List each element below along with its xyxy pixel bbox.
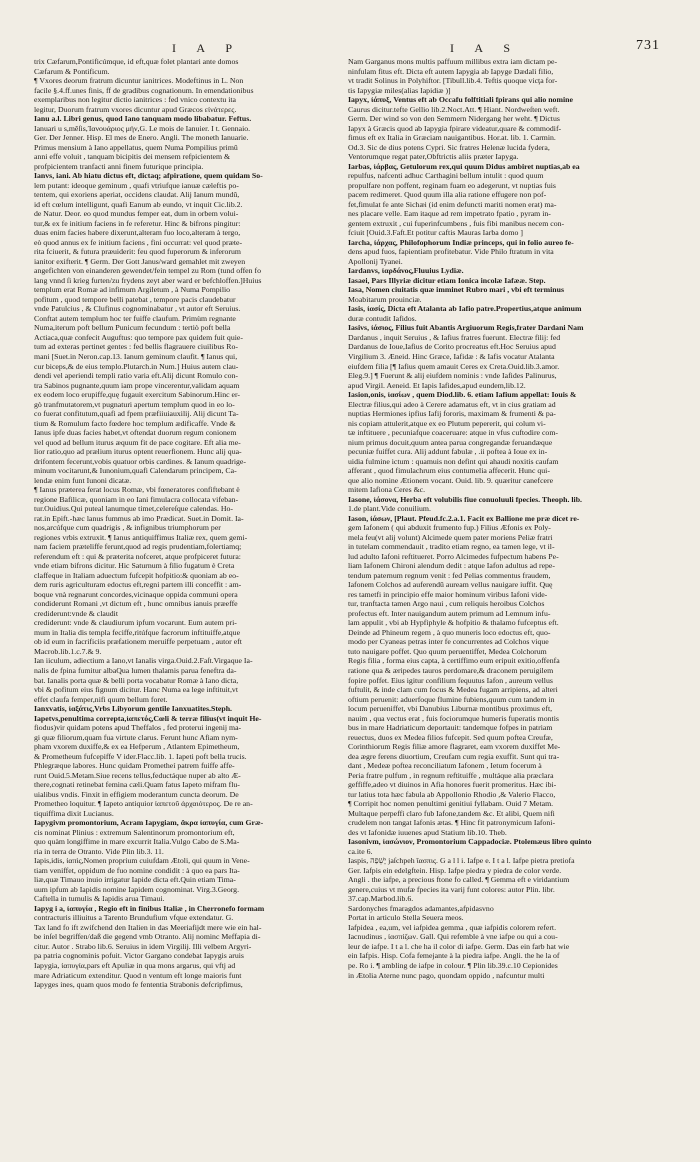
text-line: condiderunt Romani ,vt dictum eft , hunc omnibus ianuis præeffe xyxy=(34,599,238,609)
text-line: apud Virgil. Aeneid. Et Iapis Iafides,apud eundem,lib.12. xyxy=(348,380,526,390)
text-line: liam Iafonem Chironi alendum dedit : atque Iafon adultus ad repe- xyxy=(348,561,555,571)
text-line: Iasa, Nomen ciuitatis quæ imminet Rubro mari , vbi eft terminus xyxy=(348,285,564,295)
text-line: mum in Italia dis templa feciffe,ritúfque facrorum inftituiffe,atque xyxy=(34,627,241,637)
text-line: gò tranfmutatorem,vt pugnaturi apertum templum quod in eo lo- xyxy=(34,399,235,409)
text-line: vnde Patulcius , & Clufinus cognominabatur , vt autor eft Seruius. xyxy=(34,304,241,314)
text-line: claffeque in Italiam aduectum fufcepit hofpitio:& quoniam ab eo- xyxy=(34,570,239,580)
text-line: fimus eft ex Italia in Græciam nauigantibus. Hor.at. lib. 1. Carmin. xyxy=(348,133,556,143)
text-line: geffiffe,adeo vt diuinos in Afia honores fuerit promeritus. Hæc ibi- xyxy=(348,780,557,790)
text-line: tur, tranftacta tamen Argo naui , cum reliquis heroibus Colchos xyxy=(348,599,545,609)
text-line: there,cognati retinebat femina cæli.Quam fatus Iapeto mifram flu- xyxy=(34,780,240,790)
text-line: afferant , quod fimulachrum eius contumelia affecerit. Hunc qui- xyxy=(348,466,550,476)
text-line: tentem, qui exoriens aperiat, occidens claudat. Alij Ianum mundũ, xyxy=(34,190,240,200)
running-header xyxy=(0,40,700,56)
text-line: contracturis illiuitus a Tarento Brundufium vfque extendatur. G. xyxy=(34,913,234,923)
text-line: uidia fulmine ictum : quamuis non defint qui ahaudi noxitis caufam xyxy=(348,456,559,466)
text-line: Ger. Der Jenner. Hisp. El mes de Enero. Angli. The moneth Ianuarie. xyxy=(34,133,249,143)
text-line: cur biceps,& de eius templo.Plutarch.in Num.] Huius autem clau- xyxy=(34,361,239,371)
text-line: des vt Iafonidæ iuuenes apud Statium lib.10. Theb. xyxy=(348,827,507,837)
text-line: Phlegræque labores. Hunc quidam Prometheí patrem fuiffe affe- xyxy=(34,761,235,771)
text-line: crediderunt:vnde & claudit xyxy=(34,608,119,618)
text-line: drifontem fecerunt,vobis quatuor orbis cardines. & Ianum quadrige- xyxy=(34,456,246,466)
text-line: ninfulam fitus eft. Dicta eft autem Iapygia ab Iapyge Dædali filio, xyxy=(348,66,554,76)
text-line: de Natur. Deor. eo quod mundus femper eat, dum in orbem volui- xyxy=(34,209,239,219)
text-line: Iapetvs,penultima correpta,ἰαπετός,Cœli & terræ filius(vt inquit He- xyxy=(34,713,262,723)
text-line: regiones vrbis extruxit. ¶ Ianus antiquiffimus Italiæ rex, quem gemi- xyxy=(34,532,248,542)
text-line: nium primus docuit,quum antea parua congregandæ feruandæque xyxy=(348,437,553,447)
text-line: Tax land fo ift zwifchend den Italien in das Meeriafijdt mere wie ein hal- xyxy=(34,922,262,932)
text-line: ca.ite 6. xyxy=(348,846,373,856)
text-line: Eleg.9.] ¶ Fuerunt & alij eiufdem nominis : vnde Iafides Palinurus, xyxy=(348,371,557,381)
text-line: fuftulit, & inde clam cum focus & Medea fugam arripiens, ad alteri xyxy=(348,685,558,695)
text-line: Conftat autem templum hoc ter fuiffe claufum. Primùm regnante xyxy=(34,313,236,323)
text-line: Macrob.lib.1.c.7.& 9. xyxy=(34,646,102,656)
text-line: Iasion,onis, ἰασίων , quem Diod.lib. 6. etiam Iafium appellat: Iouis & xyxy=(348,390,577,400)
text-line: Corinthiorum Regis filiæ amore flagraret, eam vxorem duxiffet Me- xyxy=(348,742,561,752)
text-line: Virgilium 3. Æneid. Hinc Græce, Iafidæ : & Iafis vocatur Atalanta xyxy=(348,351,555,361)
text-line: lendæ enim funt Iunoni dicatæ. xyxy=(34,475,132,485)
text-line: Prometheo loquitur. ¶ Iapeto antiquior ἰαπετοῦ ἀρχαιότερος. De re an- xyxy=(34,799,253,809)
text-line: in Ætolia Aterne nunc pago, quondam oppido , nafcuntur multi xyxy=(348,970,545,980)
text-line: fopire poffet. Eius igitur confilium fequutus Iafon , aureum vellus xyxy=(348,675,553,685)
text-line: Iapyx à Græcis quod ab Iapygia fpirare videatur,quare & commodif- xyxy=(348,123,562,133)
text-line: pa patria cognominis pofuit. Victor Gargano condebat Iapygis aruis xyxy=(34,951,244,961)
text-line: mare Adriaticum extenditur. Quod n ventum eft longe maioris funt xyxy=(34,970,242,980)
text-line: ein Iafpis. Hisp. Cofa femejante à la piedra iafpe. Angli. the he la of xyxy=(348,951,560,961)
text-line: vel quod ad bellum iturus æquum fit de pace cogitare. Eft alia me- xyxy=(34,437,241,447)
text-line: crudelem non tangat Iafonis ætas. ¶ Hinc fit patronymicum Iafoni- xyxy=(348,818,556,828)
text-line: id eft cœlum intelligunt, quafi Eanum ab eundo, vt inquit Cic.lib.2. xyxy=(34,199,243,209)
text-line: lud adulto Iafoni reftitueret. Porro Alcimedes fufpectum habens Pe- xyxy=(348,551,559,561)
text-line: lam appulit , vbi ab Hypfiphyle & hofpitio & thalamo fufceptus eft. xyxy=(348,618,559,628)
text-line: ratione qua & æripedes tauros perdomare,& draconem peruigilem xyxy=(348,666,554,675)
text-line: trix Cæfarum,Pontificúmque, id eft,quæ folet plantari ante domos xyxy=(34,57,239,66)
text-line: Iason, ἰάσων, [Plaut. Pfeud.fc.2.a.1. Facit ex Ballione me præ dicet re- xyxy=(348,513,580,523)
text-line: Iasone, ἰάσονα, Herba eft volubilis fiue conuoluuli fpecies. Theoph. lib. xyxy=(348,494,583,504)
text-line: Ger. Iafpis ein edelgftein. Hisp. Iafpe piedra y piedra de color verde. xyxy=(348,865,562,875)
text-line: res tametfi in principio effe maior hominum viribus Iafoni vide- xyxy=(348,589,548,599)
text-line: Moabitarum prouinciæ. xyxy=(348,294,422,304)
text-line: repulfus, nafcenti adhuc Carthagini bellum intulit : quod quum xyxy=(348,171,544,181)
text-line: Germ. Der wind so von den Semmern Nidergang her weht. ¶ Dictus xyxy=(348,114,560,124)
text-line: Od.3. Sic de dius potens Cypri. Sic fratres Helenæ lucida fydera, xyxy=(348,142,550,152)
text-line: tur.Ouidius.Qui puteal lanumque timet,celereſque calendas. Ho- xyxy=(34,504,233,514)
text-line: referendum eft : qui & præterita nofceret, atque profpiceret futura: xyxy=(34,551,241,561)
text-line: que alio nomine Ætionem vocant. Ouid. lib. 9. quæritur canefcere xyxy=(348,475,554,485)
text-line: gentem extruxit , cui fuperinfcumbens , fuis fibi manibus necem con- xyxy=(348,218,565,228)
text-line: rita fciuerit, & futura præuiderit: feu quod fuperorum & inferorum xyxy=(34,247,241,257)
text-line: Iarcha, ἰάρχας, Philofophorum Indiæ princeps, qui in folio aureo fe- xyxy=(348,237,574,247)
text-line: dea ægre ferens diuortium, Creufam cum regia exuffit. Sunt qui tra- xyxy=(348,751,560,761)
text-line: ¶ Ianus præterea ferat locus Romæ, vbi fœneratores confiftebant è xyxy=(34,485,240,495)
text-line: nos,arcúfque cum quadrigis , & infignibus triumphorum per xyxy=(34,523,221,533)
text-line: tium & Romulum facto fœdere hoc templum ædificaffe. Vnde & xyxy=(34,418,236,428)
text-line: mela feu(vt alij volunt) Alcimede quem pater moriens Peliæ fratri xyxy=(348,532,553,542)
text-line: anni effe voluit , tanquam bicipitis dei mensem refpicientem & xyxy=(34,152,231,162)
text-line: tur,& ex fe initium faciens in fe referetur. Hinc & bifrons pingitur: xyxy=(34,218,241,228)
text-line: nes placare velle. Eam itaque ad rem impetrato fpatio , pyram in- xyxy=(348,209,551,219)
text-line: pham vxorem duxiffe,& ex ea Hefperum , Atlantem Epimetheum, xyxy=(34,742,240,752)
text-line: Iapyx, ἰάπυξ, Ventus eft ab Occafu folftitiali fpirans qui alio nomine xyxy=(348,95,573,105)
text-line: profpicientem tranfacti anni finem futurique principia. xyxy=(34,161,204,171)
text-line: boque vnà regnarunt concordes,vicinaque oppida communi opera xyxy=(34,589,238,599)
text-line: Angli . the iafpe, a precious ftone fo called. ¶ Gemma eft e viridantium xyxy=(348,875,570,885)
text-line: Cæfarum & Pontificum. xyxy=(34,66,110,76)
text-line: dem ruris agriculturam edoctus eft,regni partem illi conceffit : am- xyxy=(34,580,242,590)
text-line: Multaque perpeffi claro fub Iafone,tandem &c. Et alibi, Quem nifi xyxy=(348,808,555,818)
header-left: I A P xyxy=(172,41,242,55)
text-line: modo per Cyaneas petras inter fe concurrentes ad Colchos vique xyxy=(348,637,549,647)
text-line: Iaspis, יָשְׁפֵה jaſchpeh ἴασπις. G a l l i. Iafpe e. I t a l. Iafpe pietra pretiofa xyxy=(348,856,575,866)
text-line: tis Iapygiæ miles(alias Iapidiæ )] xyxy=(348,85,451,95)
text-line: Peria fratre pulfum , in regnum reftituiffe , multáque alia præclara xyxy=(348,770,554,780)
text-line: tiam veniffet, oppidum de fuo nomine condidit : à quo ea pars Ita- xyxy=(34,865,240,875)
text-line: Ianxvatis, ἰαξάτις,Vrbs Libyorum gentile Ianxuatites.Steph. xyxy=(34,704,232,714)
text-line: tæ inftituere , pecuniafque coaceruare: atque in vfus cuftodire com- xyxy=(348,428,558,438)
text-line: duas enim facies habere dixerunt,alteram fuo loco,alteram à tergo, xyxy=(34,228,241,238)
text-line: tum ad exteras pertinet gentes : fed bellis flagrauere ciuilibus Ro- xyxy=(34,342,238,352)
text-line: effet claufa femper,nifi quum bellum foret. xyxy=(34,694,168,704)
text-line: Iacnudinus , ἰασπίζων. Gall. Qui refemble à vne iafpe ou qui a cou- xyxy=(348,932,558,942)
text-line: lem putant: ideoque geminum , quafi vtriufque ianuæ cæleftis po- xyxy=(34,180,239,190)
text-line: fiodus)vir quidam potens apud Theffalos , fed proterui ingenij ma- xyxy=(34,723,242,733)
text-line: Iarbas, ἰάρβας, Getulorum rex,qui quum Didus ambiret nuptias,ab ea xyxy=(348,161,580,171)
text-line: runt Ouid.5.Metam.Siue recens tellus,feductáque nuper ab alto Æ- xyxy=(34,770,241,780)
text-line: Iafpidea , ea,um, vel iafpidea gemma , quæ iafpidis colorem refert. xyxy=(348,922,557,932)
text-line: pofitum , quod tempore belli patebat , tempore pacis claudebatur xyxy=(34,294,236,304)
text-line: ob id eum in facrificiis præfationem meruiffe perpetuam , autor eft xyxy=(34,637,242,647)
text-line: uialibus vndis. Finxit in effigiem moderantum cuncta deorum. De xyxy=(34,789,239,799)
text-line: Ianus ipfe duas facies habet,vt oftendat duorum regum conionem xyxy=(34,428,237,438)
text-line: Ianu a.l. Libri genus, quod Iano tanquam modo libabatur. Feftus. xyxy=(34,114,252,124)
text-line: dendi vel aperiendi templi ratio varia eft.Alij dicunt Romulo con- xyxy=(34,371,238,381)
text-line: Iapyg i a, ἰαπυγία , Regio eft in finibus Italiæ , in Cherronefo formam xyxy=(34,903,265,913)
text-line: nam faciem præteliffe ferunt,quod ad regis prudentiam,folertiamq; xyxy=(34,542,242,552)
text-line: Iafonem Colchos ad auferendū auream vellus nauigare iuffit. Quę xyxy=(348,580,553,590)
text-line: dens apud fuos, fapientiam profitebatur. Vide Philo ftratum in vita xyxy=(348,247,554,257)
text-line: dant , Medeæ poftea reconciliatum Iafonem , Ietum focerum à xyxy=(348,761,542,771)
text-line: Ventorumque regat pater,Obftrictis aliis præter Iapyga. xyxy=(348,152,519,162)
text-line: Primus mensium à Iano appellatus, quem Numa Pompilius primũ xyxy=(34,142,238,152)
text-line: Iapygia, ἰαπυγία,pars eft Apuliæ in qua mons argarus, qui vftj ad xyxy=(34,960,236,970)
text-line: Iapyges ines, quam quos modo fe fententia Strabonis defcripfimus, xyxy=(34,980,243,990)
text-line: minum vocitarunt,& Iunonium,quafi Calendarum principem, Ca- xyxy=(34,466,237,476)
text-line: leur de iafpe. I t a l. che ha il color di iafpe. Germ. Das ein farb hat wie xyxy=(348,941,570,951)
text-line: gem Iafonem ( qui abduxit frumento fup.) Filius Æfonis ex Poly- xyxy=(348,523,551,533)
text-line: quo quàm longiffime in mare excurrit Italia.Vulgo Cabo de S.Ma- xyxy=(34,837,240,847)
text-line: Iasaei, Pars Illyriæ dicitur etiam Ionica incolæ Iafææ. Step. xyxy=(348,275,546,285)
text-line: liæ,quæ Timauo inuio irrigatur Iapide dicta eft.Quin etiam Tima- xyxy=(34,875,236,885)
text-line: ria in terra de Otranto. Vide Plin lib.3. 11. xyxy=(34,846,164,856)
text-line: Iasivs, ἰάσιος, Filius fuit Abantis Argiuorum Regis,frater Dardani Nam xyxy=(348,323,584,333)
text-line: be inſel begriffen/daß die gegend vmb Otranto. Alij nominc Meffapia di- xyxy=(34,932,261,942)
text-line: 1.de plant.Vide conuilium. xyxy=(348,504,431,514)
text-line: vnde etiam bifrons dicitur. Hic Saturnum à filio fugatum è Creta xyxy=(34,561,235,571)
text-line: ianitor exifterit. ¶ Germ. Der Gott Janus/ward gemahlet mit zweyen xyxy=(34,256,246,266)
text-line: co fuerat confitutum,quafi ad fpem præfiiuiauxilij. Alij dicunt Ta- xyxy=(34,409,239,419)
text-line: genere,cuius vt mufæ fpecies ita varij funt colores: autor Plin. libr. xyxy=(348,884,555,894)
text-line: profectus eft. Inter nauigandum autem primum ad Lemnum infu- xyxy=(348,608,551,618)
text-line: Apollonij Tyanei. xyxy=(348,256,403,266)
text-line: nis copiam attulerit,atque ex eo Plutum pepererit, qui colum vi- xyxy=(348,418,546,428)
text-line: Dardanus , inquit Seruius , & Iafius fratres fuerunt. Electræ filij: fed xyxy=(348,332,561,342)
text-line: Ianuari u s,mẽſis,Ἰανουάριος μήν,G. Le mois de Ianuier. I t. Gennaio. xyxy=(34,123,251,133)
text-line: bat. Ianalis porta quæ & belli porta vocabatur Romæ à Iano dicta, xyxy=(34,675,239,685)
text-line: in tutelam commendauit , tradito etiam regno, ea tamen lege, vt il- xyxy=(348,542,555,552)
text-line: eiufdem filia [¶ Iafius quem amauit Ceres ex Creta.Ouid.lib.3.amor. xyxy=(348,361,560,371)
text-line: vt tradit Solinus in Polyhiftor. [Tibull.lib.4. Teftis quoque vicţa for- xyxy=(348,76,558,86)
text-line: legitur, Duorum fratrum vxores dicuntur apud Græcos εἰνάτερες. xyxy=(34,104,237,114)
page-number: 731 xyxy=(636,38,660,53)
text-line: pecuniæ fuiffet cura. Alij addunt fabulæ , .ii poftea à Ioue ex in- xyxy=(348,447,548,457)
text-line: Caurus dicitur.tefte Gellio lib.2.Noct.Att. ¶ Hiant. Nordweſten weft. xyxy=(348,104,560,114)
text-line: 37.cap.Marbod.lib.6. xyxy=(348,894,414,904)
text-line: tur latius tota hæc fabula ab Appollonio Rhodio ,& Valerio Flacco, xyxy=(348,789,556,799)
text-line: pe. Ro i. ¶ ambling de iafpe in colour. ¶ Plin lib.39.c.10 Cepionides xyxy=(348,960,558,970)
text-line: templum erat Romæ ad infimum Argiletum , à Numa Pompilio xyxy=(34,285,231,295)
text-line: ex eodem loco erupiffe,quę fugauit exercitum Sabinorum.Hinc er- xyxy=(34,390,241,400)
text-line: tiquiffima dixit Lucianus. xyxy=(34,808,114,818)
text-line: eò quod annus ex fe initium faciens , fini occurrat: vel quod præte- xyxy=(34,237,243,247)
text-line: ¶ Vxores deorum fratrum dicuntur ianitrices. Modeftinus in L. Non xyxy=(34,76,244,86)
text-line: Electræ filius,qui adeo à Cerere adamatus eft, vt in cius gratiam ad xyxy=(348,399,556,409)
text-line: pacem redimeret. Quod quum illa alia ratione effugere non pof- xyxy=(348,190,547,200)
text-line: uum ipfum ab Iapidis nomine Iapidem cognominat. Virg.3.Georg. xyxy=(34,884,240,894)
text-line: nuptias Hermiones ipfius Iafij fororis, maximam & frumenti & pa- xyxy=(348,409,556,419)
text-line: mani [Suet.in Neron.cap.13. Ianum geminum claufit. ¶ Ianus qui, xyxy=(34,351,238,361)
text-line: lior ratio,quo ad prælium iturus optent reuerfionem. Hunc alij qua- xyxy=(34,447,242,457)
text-line: crediderunt: vnde & claudiurum ipfum vocarunt. Eum autem pri- xyxy=(34,618,237,628)
text-line: Iapygivm promontorium, Acram Iapygiam, ἄκρα ἰαπυγία, cum Græ- xyxy=(34,818,264,828)
text-line: Deinde ad Phineum regem , à quo muneris loco edoctus eft, quo- xyxy=(348,627,551,637)
text-line: Numa,iterum poft bellum Punicum fecundum : tertiò poft bella xyxy=(34,323,231,333)
text-line: reuectus, duos ex Medea filios fufcepit. Sed quum poftea Creufæ, xyxy=(348,732,553,742)
text-line: propulfare non poffent, reginam fuam eo adegerunt, vt nuptias fuis xyxy=(348,180,556,190)
text-line: regione Bafilicæ, quoniam in eo Iani fimulacra collocata vifeban- xyxy=(34,494,239,504)
text-line: Iardanvs, ἰαρδάνος,Fluuius Lydiæ. xyxy=(348,266,464,276)
text-line: Iasis, ἰασίς, Dicta eft Atalanta ab Iafio patre.Propertius,atque animum xyxy=(348,304,582,314)
text-line: citur. Autor . Strabo lib.6. Seruius in idem Virgilij. Illi velbem Argyri- xyxy=(34,941,252,951)
text-line: Sardonyches fmaragdos adamantes,afpidasvno xyxy=(348,903,494,913)
text-line: bus in mare Hadriaticum deportauit: tandemque fofpes in patriam xyxy=(348,723,553,733)
text-line: nalis de fpina fumitur albaQua lumen thalamis parua feneftra da- xyxy=(34,666,237,675)
text-line: tuto nauigare poffet. Quo quum peruentiffet, Medea Colchorum xyxy=(348,646,547,656)
text-line: lang vnnd ſi krieg furten/zu frydens zeyt aber ward er befchloffen.]Huius xyxy=(34,275,262,285)
text-line: gi quæ filiorum,quam fua virtute clarus. Ferunt hunc Afiam nym- xyxy=(34,732,238,742)
text-line: nauim , qua vectus erat , fuis fociorumque humeris fuperatis montis xyxy=(348,713,559,723)
text-line: ¶ Corripit hoc nomen penultimi genitiui fyllabam. Ouid 7 Metam. xyxy=(348,799,554,809)
text-line: oftium peruenit: aduerfoque flumine fubiens,quum cum tandem in xyxy=(348,694,555,704)
text-line: rat.in Epift.-hæc lanus fummus ab imo Prædicat. Suet.in Domit. Ia- xyxy=(34,513,244,523)
text-line: angefichten von einanderen gewendet/fein tempel zu Rom (tund offen fo xyxy=(34,266,261,276)
right-column xyxy=(348,57,666,1155)
text-line: Portat in articulo Stella Seuera meos. xyxy=(348,913,464,923)
text-line: tendum paternum regnum venit : fed Pelias commentus fraudem, xyxy=(348,570,551,580)
text-line: Ian iiculum, adiectium a Iano,vt Ianalis virga.Ouid.2.Faſt.Virgaque Ia- xyxy=(34,656,253,666)
text-line: facile §.4.ff.unes finis, ff de gradibus cognationum. In emendationibus xyxy=(34,85,254,95)
text-line: duræ contudit Iafidos. xyxy=(348,313,417,323)
text-line: fet,fimulat fe ante Sichæi (id enim defuncti mariti nomen erat) ma- xyxy=(348,199,557,209)
left-column xyxy=(34,57,352,1155)
text-line: Actiaca,quæ confecit Auguftus: quo tempore pax quidem fuit quie- xyxy=(34,332,243,342)
text-line: & Prometheum fufcepiffe V ider.Flacc.lib. 1. Iapeti poft bella trucis. xyxy=(34,751,247,761)
text-line: mitem Iafiona Ceres &c. xyxy=(348,485,426,495)
text-line: Iasonivm, ἰασώνιον, Promontorium Cappadociæ. Ptolemæus libro quinto xyxy=(348,837,592,847)
text-line: fciuit [Ouid.3.Faft.Et potitur caftis Mauras Iarba domo ] xyxy=(348,228,523,238)
text-line: tra Sabinos pugnante,quum iam prope vincerentur,validam aquam xyxy=(34,380,240,390)
text-line: exemplaribus non legitur dictio ianitrices : fed vnico contextu ita xyxy=(34,95,237,105)
text-line: Caftella in tumulis & Iapidis arua Timaui. xyxy=(34,894,165,904)
header-right: I A S xyxy=(450,41,520,55)
text-line: locum perueniffet, vbi Danubius Liburnæ montibus proximus eft, xyxy=(348,704,553,714)
text-line: Nam Garganus mons multis paffuum millibus extra iam dictam pe- xyxy=(348,57,558,66)
text-line: vbi & pofitum eius fignum dicitur. Hanc Numa ea lege inftituit,vt xyxy=(34,685,238,695)
text-line: Dardanus de Ioue,Iafius de Corito procreatus eft.Hoc Seruius apud xyxy=(348,342,556,352)
text-line: Regis filia , forma eius capta, à certiffimo eum eripuit exitio,offenfa xyxy=(348,656,560,666)
text-line: Iapis,idis, ἰαπὶς,Nomen proprium cuiufdam Ætoli, qui quum in Vene- xyxy=(34,856,250,866)
text-line: cis nominat Plinius : extremum Salentinorum promontorium eft, xyxy=(34,827,235,837)
text-line: Ianvs, iani. Ab hiatu dictus eft, dictaq; afpiratione, quem quidam So- xyxy=(34,171,263,181)
